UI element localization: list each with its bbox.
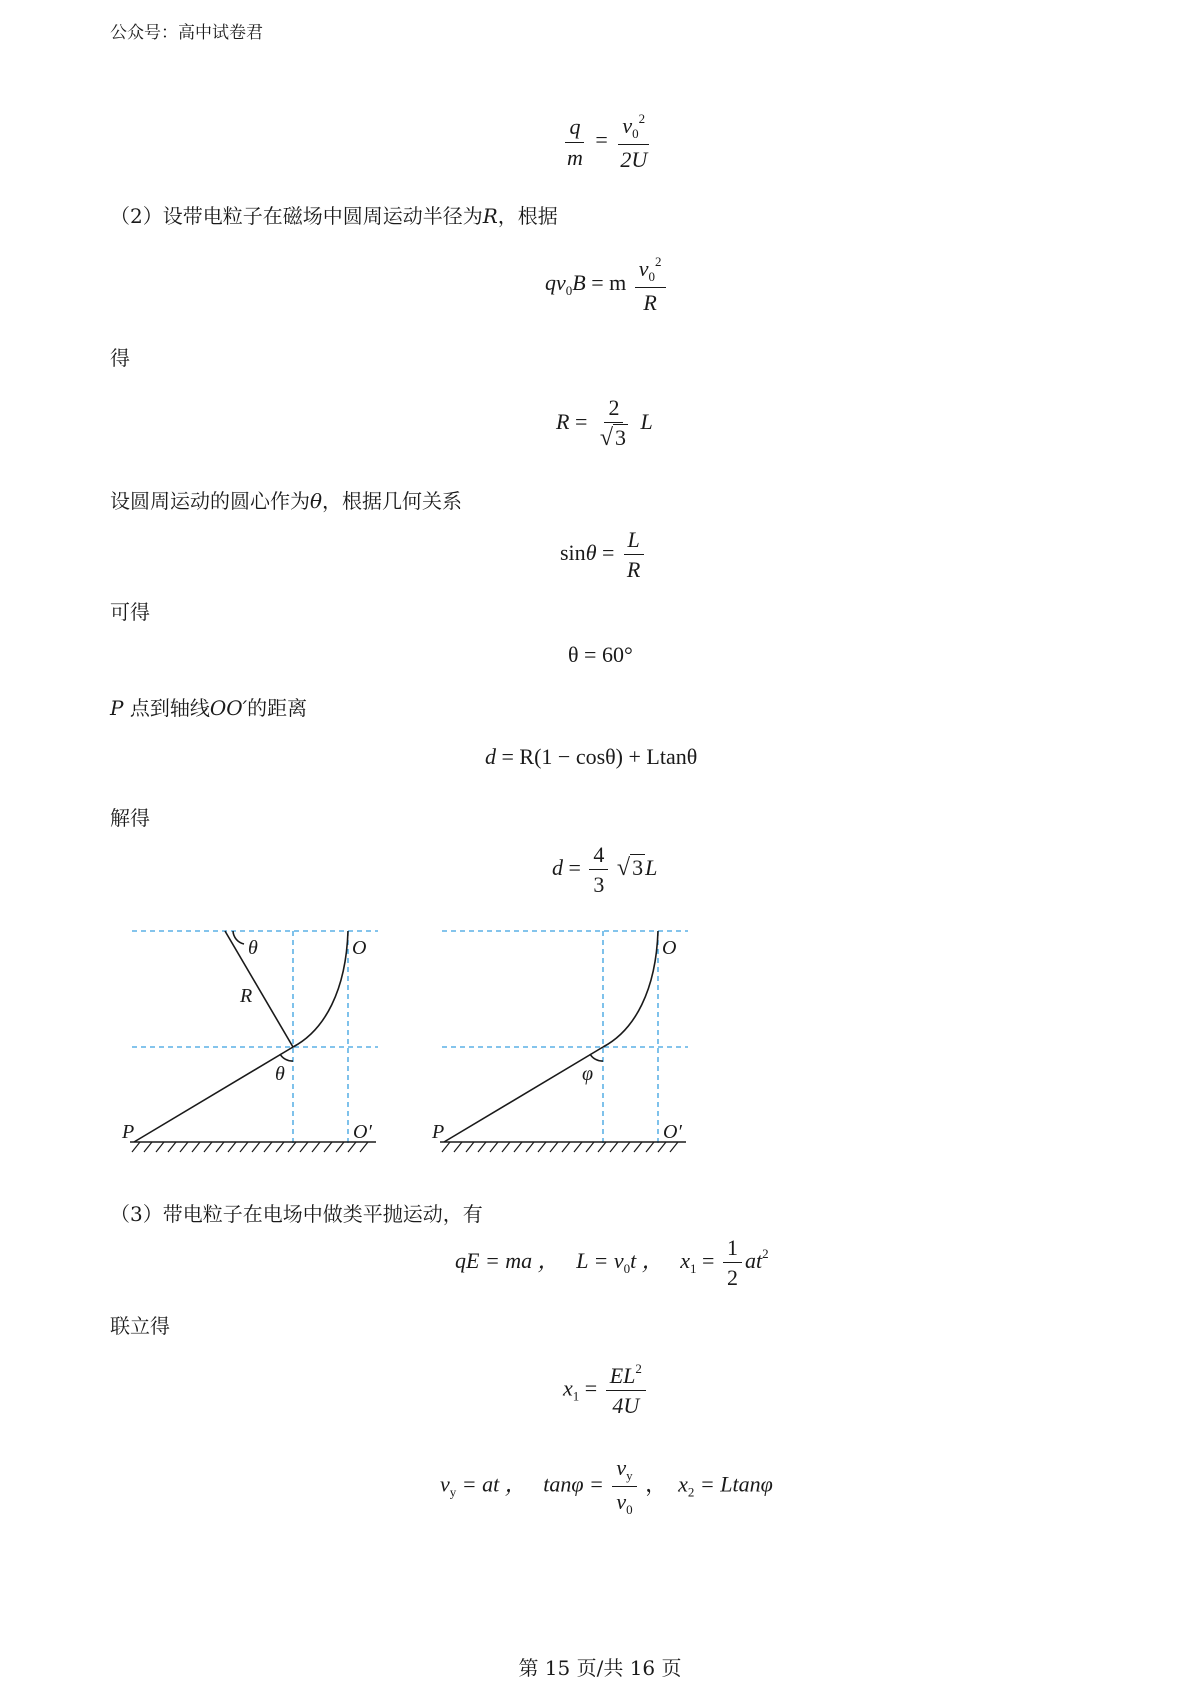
ground-hatching <box>442 1142 678 1152</box>
paragraph-kede: 可得 <box>110 600 150 624</box>
paragraph-distance: P 点到轴线OO′的距离 <box>110 696 308 720</box>
label-R: R <box>240 985 253 1007</box>
header-label: 公众号：高中试卷君 <box>110 23 263 43</box>
equation-sin-theta: sinθ = $\frac{L}{R}$ <box>560 527 647 583</box>
radius-line <box>225 931 293 1047</box>
page-footer: 第 15 页/共 16 页 <box>518 1656 682 1680</box>
label-P: P <box>122 1121 135 1143</box>
angle-arc-phi <box>590 1054 603 1061</box>
equation-charge-mass-ratio: $\frac{q}{m}$ = $\frac{v_0^2}{2U}$ <box>567 111 648 172</box>
ground-hatching <box>132 1142 368 1152</box>
label-P: P <box>432 1121 445 1143</box>
arc-trajectory <box>603 931 658 1047</box>
label-theta-top: θ <box>248 937 258 959</box>
angle-arc-bottom <box>280 1054 293 1061</box>
paragraph-lianlide: 联立得 <box>110 1314 170 1338</box>
straight-trajectory <box>444 1047 603 1142</box>
label-O: O <box>352 937 367 959</box>
label-theta-bottom: θ <box>275 1063 285 1085</box>
label-O: O <box>662 937 677 959</box>
equation-lorentz-force: $qv_0B = m$ $\frac{v_0^2}{R}$ <box>545 255 669 315</box>
paragraph-part2-intro: （2）设带电粒子在磁场中圆周运动半径为R，根据 <box>110 204 558 228</box>
straight-trajectory <box>134 1047 293 1142</box>
paragraph-de: 得 <box>110 346 130 370</box>
equation-distance-d: d = R(1 − cosθ) + Ltanθ <box>485 744 698 769</box>
paragraph-jiede: 解得 <box>110 806 150 830</box>
equation-x1: $x_1$ = $\frac{EL^2}{4U}$ <box>563 1362 649 1419</box>
label-O-prime: O′ <box>663 1121 682 1143</box>
equation-d-result: d = $\frac{4}{3}$ √3L <box>552 842 658 898</box>
figure-right-trajectory <box>430 920 700 1160</box>
equation-electric-motion: qE = ma ， $L = v_0t$ ， $x_1$ = $\frac{1}{2}$ $at^2$ <box>455 1235 769 1291</box>
angle-arc-top <box>233 931 244 944</box>
arc-trajectory <box>293 931 348 1047</box>
equation-theta-60: θ = 60° <box>568 642 633 667</box>
paragraph-part3: （3）带电粒子在电场中做类平抛运动，有 <box>110 1202 483 1226</box>
equation-radius: R = $\frac{2}{√3}$ L <box>556 395 653 452</box>
label-O-prime: O′ <box>353 1121 372 1143</box>
paragraph-center: 设圆周运动的圆心作为θ，根据几何关系 <box>110 489 463 513</box>
figure-left-trajectory <box>120 920 390 1160</box>
equation-velocity-tan: $v_y$ = at ， tanφ = $\frac{v_y}{v_0}$ ， $x_2 = Ltan\varphi$ <box>440 1455 773 1517</box>
label-phi: φ <box>582 1063 594 1085</box>
